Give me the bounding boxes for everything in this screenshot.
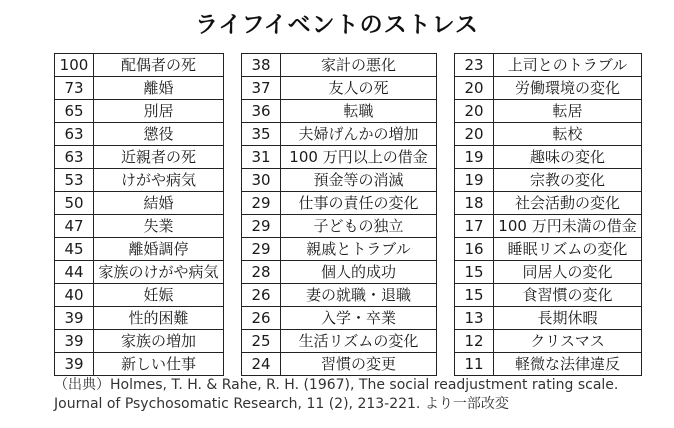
- life-event: 妻の就職・退職: [281, 284, 437, 307]
- source-line-1: （出典）Holmes, T. H. & Rahe, R. H. (1967), The social readjustment rating scale.: [54, 377, 619, 393]
- stress-score: 28: [242, 261, 281, 284]
- stress-score: 37: [242, 77, 281, 100]
- stress-score: 18: [455, 192, 494, 215]
- life-event: 仕事の責任の変化: [281, 192, 437, 215]
- stress-score: 29: [242, 238, 281, 261]
- table-row: [455, 307, 642, 330]
- life-event: 預金等の消滅: [281, 169, 437, 192]
- life-event: 個人的成功: [281, 261, 437, 284]
- stress-score: 39: [55, 307, 94, 330]
- life-event: けがや病気: [94, 169, 224, 192]
- life-event: 家族のけがや病気: [94, 261, 224, 284]
- table-row: [55, 284, 224, 307]
- stress-score: 100: [55, 54, 94, 77]
- life-event: 同居人の変化: [494, 261, 642, 284]
- table-row: [455, 261, 642, 284]
- table-row: [455, 100, 642, 123]
- stress-score: 39: [55, 353, 94, 376]
- stress-score: 19: [455, 146, 494, 169]
- stress-score: 38: [242, 54, 281, 77]
- stress-table-column-1: [54, 53, 224, 376]
- stress-score: 13: [455, 307, 494, 330]
- table-row: [455, 353, 642, 376]
- source-line-2: Journal of Psychosomatic Research, 11 (2), 213-221. より一部改変: [54, 396, 509, 412]
- table-row: [455, 77, 642, 100]
- stress-score: 40: [55, 284, 94, 307]
- table-row: [455, 192, 642, 215]
- stress-score: 15: [455, 261, 494, 284]
- table-row: [242, 169, 437, 192]
- source-citation: [54, 376, 654, 414]
- table-row: [242, 146, 437, 169]
- page-title: ライフイベントのストレス: [195, 12, 479, 38]
- table-row: [55, 353, 224, 376]
- stress-score: 25: [242, 330, 281, 353]
- stress-score: 24: [242, 353, 281, 376]
- table-row: [55, 77, 224, 100]
- stress-score: 50: [55, 192, 94, 215]
- stress-score: 39: [55, 330, 94, 353]
- stress-score: 44: [55, 261, 94, 284]
- stress-score: 53: [55, 169, 94, 192]
- life-event: 習慣の変更: [281, 353, 437, 376]
- life-event: 家族の増加: [94, 330, 224, 353]
- table-row: [55, 169, 224, 192]
- table-row: [242, 284, 437, 307]
- table-row: [242, 307, 437, 330]
- stress-score: 65: [55, 100, 94, 123]
- life-event: 別居: [94, 100, 224, 123]
- table-row: [242, 77, 437, 100]
- life-event: 趣味の変化: [494, 146, 642, 169]
- table-row: [455, 123, 642, 146]
- stress-table-column-3: [454, 53, 642, 376]
- stress-score: 45: [55, 238, 94, 261]
- life-event: 宗教の変化: [494, 169, 642, 192]
- table-row: [455, 146, 642, 169]
- stress-score: 17: [455, 215, 494, 238]
- table-row: [455, 238, 642, 261]
- stress-score: 20: [455, 100, 494, 123]
- life-event: 睡眠リズムの変化: [494, 238, 642, 261]
- stress-score: 15: [455, 284, 494, 307]
- table-row: [455, 215, 642, 238]
- table-row: [455, 284, 642, 307]
- life-event: 新しい仕事: [94, 353, 224, 376]
- stress-score: 35: [242, 123, 281, 146]
- life-event: 結婚: [94, 192, 224, 215]
- life-event: 近親者の死: [94, 146, 224, 169]
- stress-score: 20: [455, 77, 494, 100]
- life-event: 転居: [494, 100, 642, 123]
- life-event: 入学・卒業: [281, 307, 437, 330]
- table-row: [55, 146, 224, 169]
- stress-score: 29: [242, 215, 281, 238]
- life-event: 子どもの独立: [281, 215, 437, 238]
- table-row: [455, 54, 642, 77]
- table-row: [242, 215, 437, 238]
- table-row: [55, 100, 224, 123]
- life-event: 妊娠: [94, 284, 224, 307]
- life-event: 家計の悪化: [281, 54, 437, 77]
- life-event: 100 万円未満の借金: [494, 215, 642, 238]
- life-event: 夫婦げんかの増加: [281, 123, 437, 146]
- stress-score: 63: [55, 146, 94, 169]
- life-event: クリスマス: [494, 330, 642, 353]
- life-event: 生活リズムの変化: [281, 330, 437, 353]
- table-row: [242, 192, 437, 215]
- table-row: [55, 192, 224, 215]
- stress-score: 36: [242, 100, 281, 123]
- table-row: [242, 238, 437, 261]
- life-event: 離婚: [94, 77, 224, 100]
- stress-score: 29: [242, 192, 281, 215]
- table-row: [55, 261, 224, 284]
- life-event: 配偶者の死: [94, 54, 224, 77]
- life-event: 労働環境の変化: [494, 77, 642, 100]
- table-row: [242, 54, 437, 77]
- table-row: [55, 330, 224, 353]
- stress-score: 26: [242, 284, 281, 307]
- table-row: [242, 261, 437, 284]
- stress-score: 63: [55, 123, 94, 146]
- stress-score: 31: [242, 146, 281, 169]
- table-row: [55, 54, 224, 77]
- table-row: [55, 123, 224, 146]
- life-event: 100 万円以上の借金: [281, 146, 437, 169]
- stress-score: 12: [455, 330, 494, 353]
- life-event: 軽微な法律違反: [494, 353, 642, 376]
- life-event: 失業: [94, 215, 224, 238]
- stress-score: 19: [455, 169, 494, 192]
- table-row: [55, 215, 224, 238]
- stress-score: 23: [455, 54, 494, 77]
- life-event: 友人の死: [281, 77, 437, 100]
- stress-score: 73: [55, 77, 94, 100]
- life-event: 上司とのトラブル: [494, 54, 642, 77]
- life-event: 転校: [494, 123, 642, 146]
- table-row: [55, 238, 224, 261]
- life-event: 懲役: [94, 123, 224, 146]
- life-event: 親戚とトラブル: [281, 238, 437, 261]
- life-event: 社会活動の変化: [494, 192, 642, 215]
- life-event: 食習慣の変化: [494, 284, 642, 307]
- table-row: [55, 307, 224, 330]
- stress-score: 16: [455, 238, 494, 261]
- stress-score: 47: [55, 215, 94, 238]
- life-event: 転職: [281, 100, 437, 123]
- table-row: [242, 353, 437, 376]
- stress-score: 30: [242, 169, 281, 192]
- stress-score: 26: [242, 307, 281, 330]
- table-row: [455, 169, 642, 192]
- table-row: [455, 330, 642, 353]
- stress-score: 11: [455, 353, 494, 376]
- life-event: 離婚調停: [94, 238, 224, 261]
- life-event: 長期休暇: [494, 307, 642, 330]
- table-row: [242, 123, 437, 146]
- stress-score: 20: [455, 123, 494, 146]
- table-row: [242, 100, 437, 123]
- stress-table-column-2: [241, 53, 437, 376]
- table-row: [242, 330, 437, 353]
- life-event: 性的困難: [94, 307, 224, 330]
